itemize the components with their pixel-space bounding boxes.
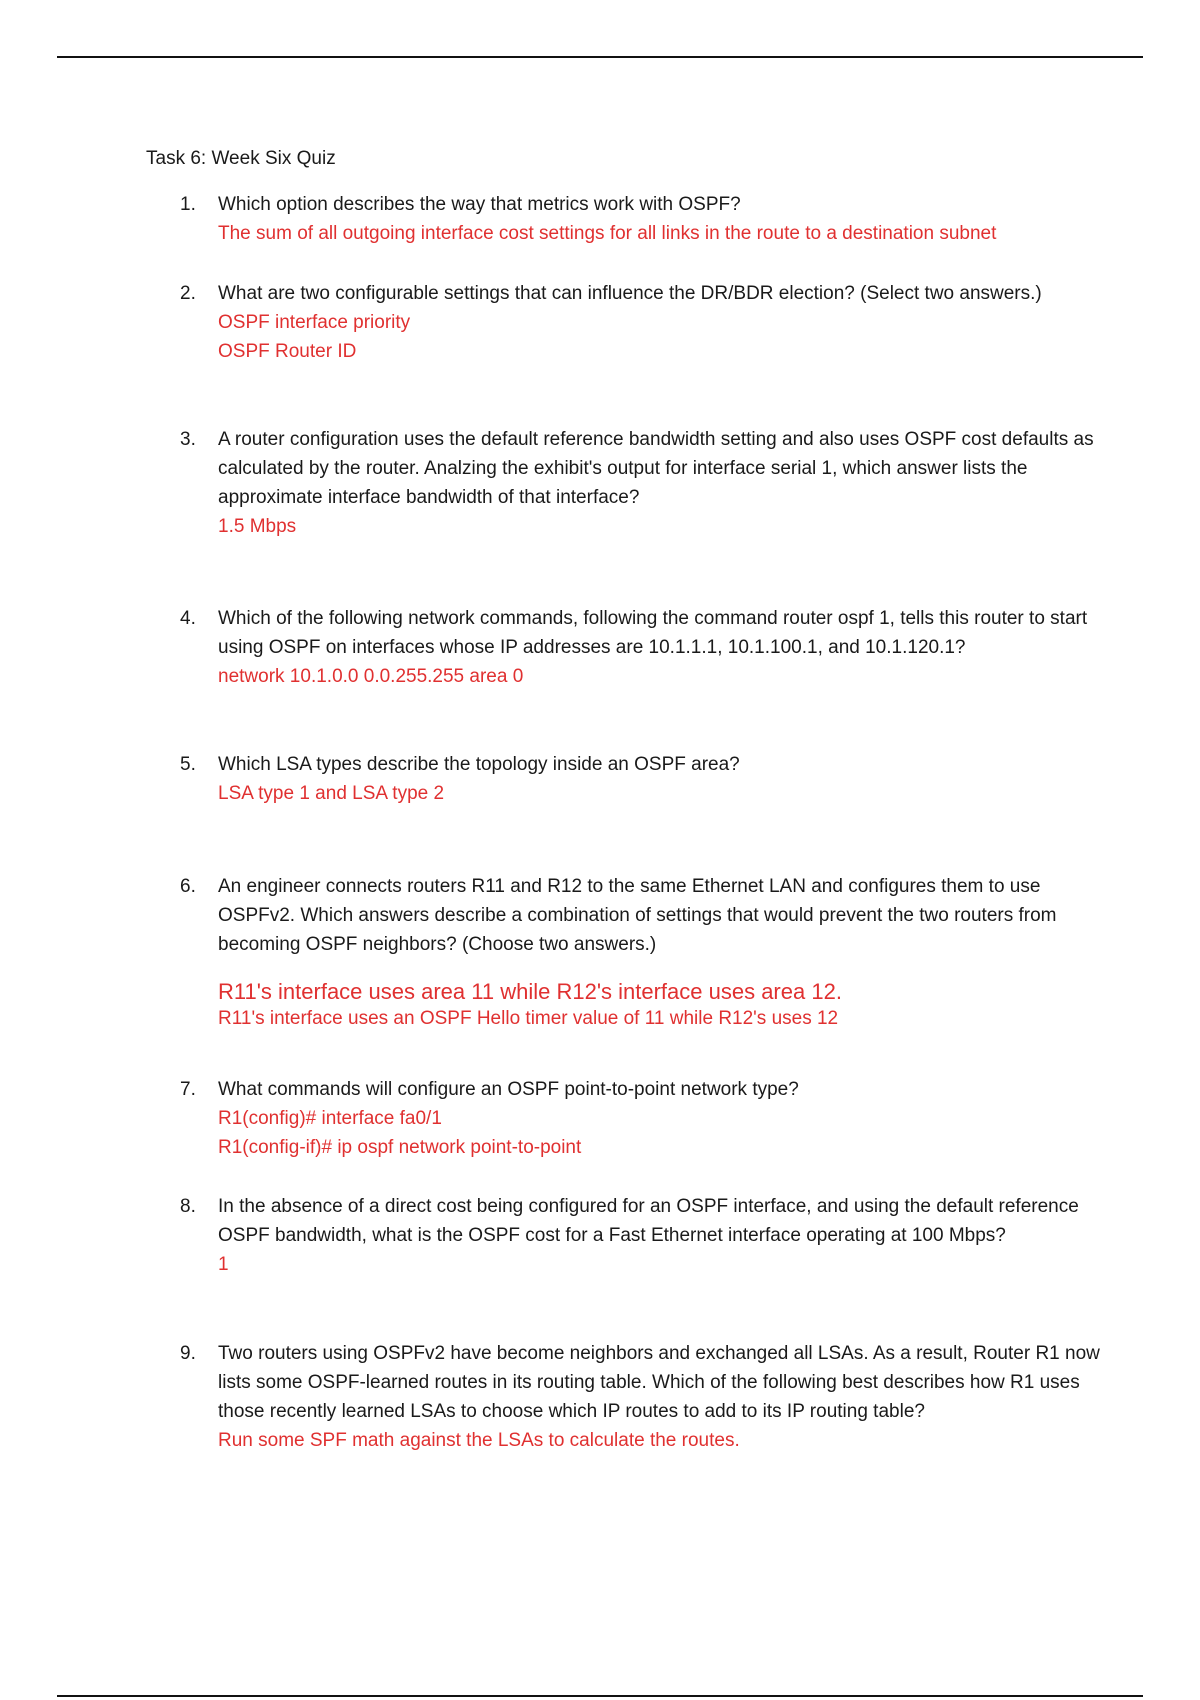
answer-text: 1 (218, 1254, 229, 1275)
question-text: What commands will configure an OSPF point-to-point network type? (218, 1079, 799, 1100)
question-number: 7. (180, 1079, 196, 1100)
question-number: 2. (180, 283, 196, 304)
answer-text: R1(config)# interface fa0/1 (218, 1108, 442, 1129)
question-number: 5. (180, 754, 196, 775)
answer-text: OSPF Router ID (218, 341, 357, 362)
question-number: 3. (180, 429, 196, 450)
question-1 (180, 190, 1100, 248)
question-6 (180, 872, 1100, 1032)
question-text: A router configuration uses the default reference bandwidth setting and also uses OSPF cost defaults as calculated by the router. Analzing the exhibit's output for interface serial 1, which answer lists the approximate interface bandwidth of that interface? (218, 429, 1094, 508)
question-text: In the absence of a direct cost being configured for an OSPF interface, and using the default reference OSPF bandwidth, what is the OSPF cost for a Fast Ethernet interface operating at 100 Mbps? (218, 1196, 1079, 1246)
footer-rule (57, 1695, 1143, 1697)
question-number: 9. (180, 1343, 196, 1364)
question-text: Which LSA types describe the topology inside an OSPF area? (218, 754, 740, 775)
answer-text: R1(config-if)# ip ospf network point-to-point (218, 1137, 582, 1158)
question-text: What are two configurable settings that can influence the DR/BDR election? (Select two answers.) (218, 283, 1042, 304)
question-7 (180, 1075, 1100, 1162)
answer-text: network 10.1.0.0 0.0.255.255 area 0 (218, 666, 524, 687)
answer-text: OSPF interface priority (218, 312, 411, 333)
page-title: Task 6: Week Six Quiz (146, 148, 336, 169)
question-number: 8. (180, 1196, 196, 1217)
answer-text: R11's interface uses an OSPF Hello timer value of 11 while R12's uses 12 (218, 1008, 839, 1029)
question-9 (180, 1339, 1100, 1455)
answer-text: LSA type 1 and LSA type 2 (218, 783, 445, 804)
question-text: Which option describes the way that metrics work with OSPF? (218, 194, 741, 215)
question-text: Which of the following network commands, following the command router ospf 1, tells this router to start using OSPF on interfaces whose IP addresses are 10.1.1.1, 10.1.100.1, and 10.1.120.1? (218, 608, 1088, 658)
question-5 (180, 750, 1100, 808)
answer-text: 1.5 Mbps (218, 516, 297, 537)
question-number: 4. (180, 608, 196, 629)
answer-text: R11's interface uses area 11 while R12's interface uses area 12. (218, 979, 842, 1004)
question-2 (180, 279, 1100, 366)
answer-text: Run some SPF math against the LSAs to calculate the routes. (218, 1430, 740, 1451)
answer-text: The sum of all outgoing interface cost settings for all links in the route to a destination subnet (218, 223, 997, 244)
question-text: Two routers using OSPFv2 have become neighbors and exchanged all LSAs. As a result, Router R1 now lists some OSPF-learned routes in its routing table. Which of the following best describes how R1 uses those recently learned LSAs to choose which IP routes to add to its IP routing table? (218, 1343, 1100, 1422)
question-number: 6. (180, 876, 196, 897)
question-number: 1. (180, 194, 196, 215)
question-4 (180, 604, 1100, 691)
header-rule (57, 56, 1143, 58)
question-8 (180, 1192, 1100, 1279)
question-text: An engineer connects routers R11 and R12 to the same Ethernet LAN and configures them to use OSPFv2. Which answers describe a combination of settings that would prevent the two routers from becoming OSPF neighbors? (Choose two answers.) (218, 876, 1057, 955)
question-3 (180, 425, 1100, 541)
